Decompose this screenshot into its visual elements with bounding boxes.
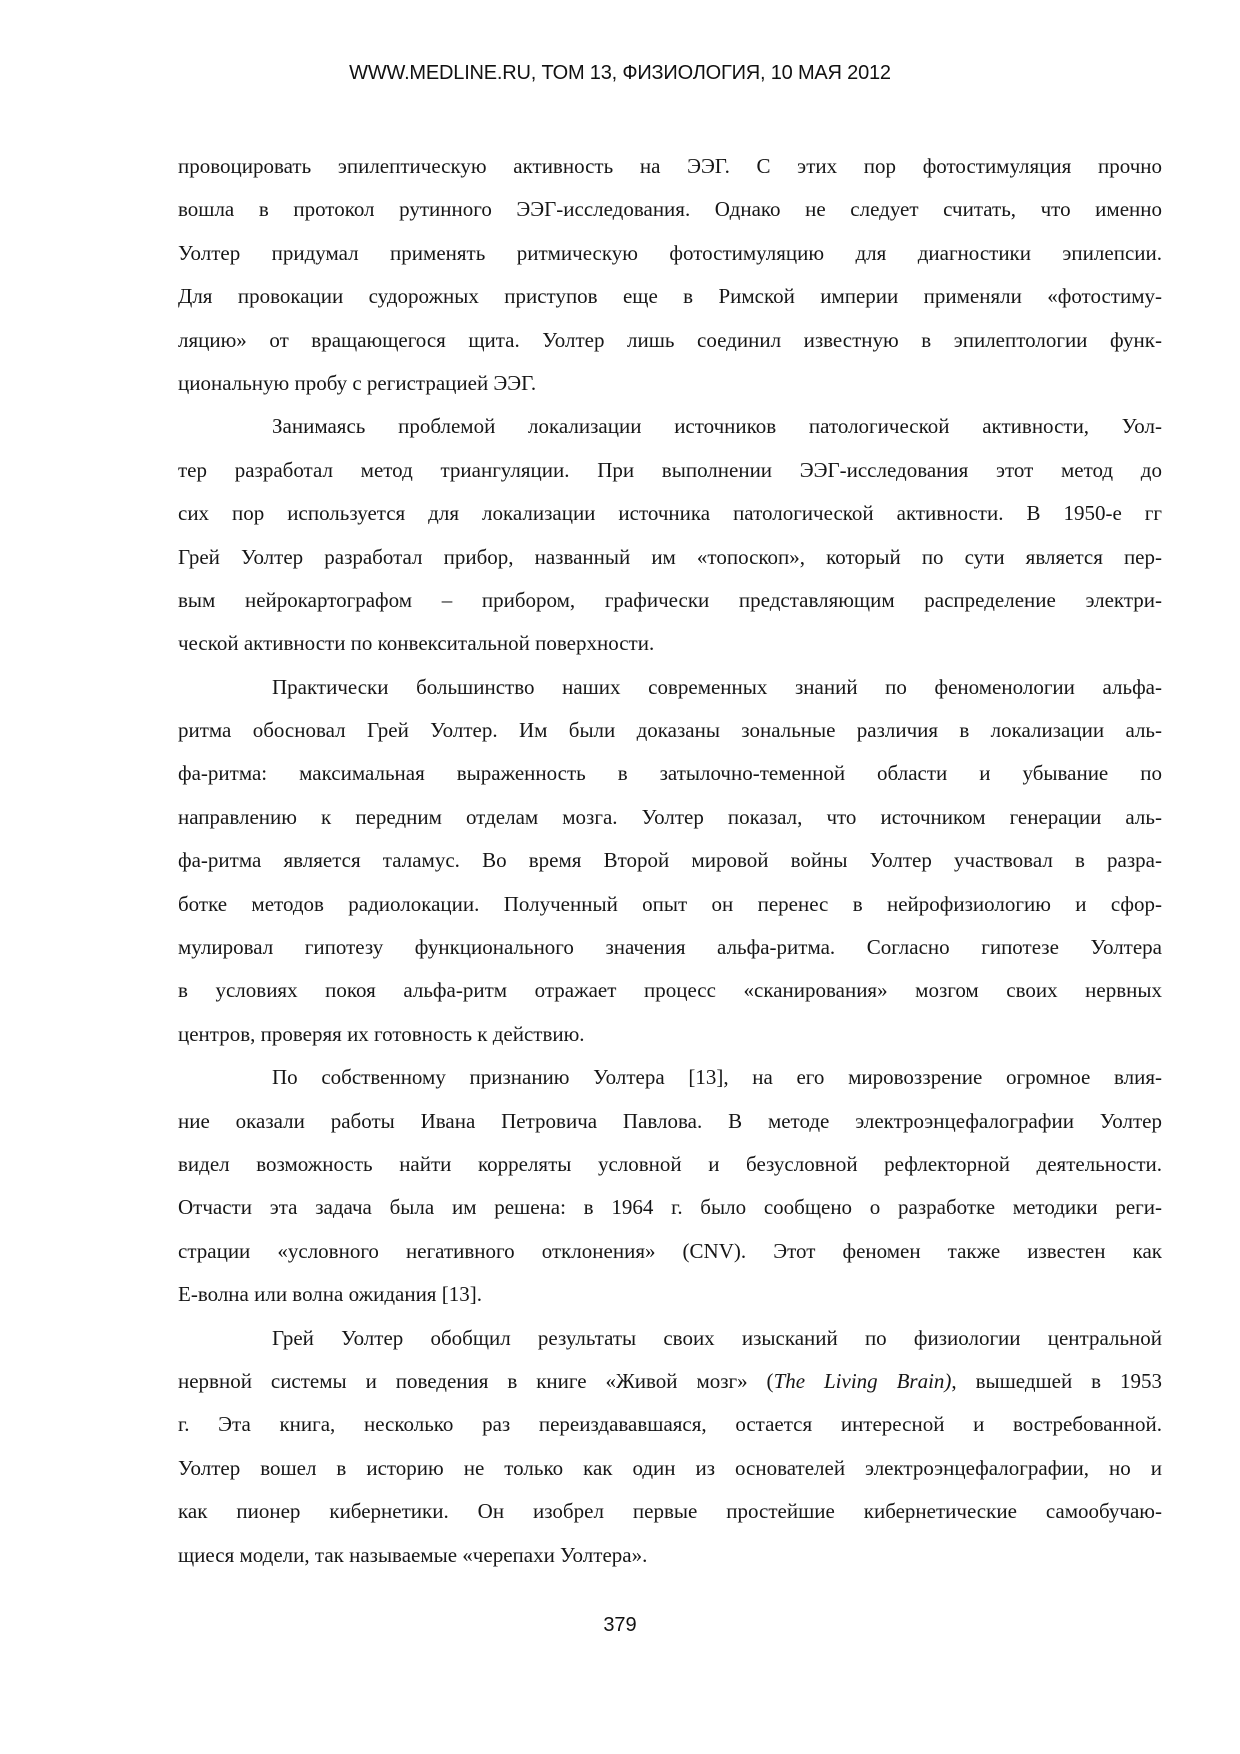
text-line: страции «условного негативного отклонения» (CNV). Этот феномен также известен как <box>178 1238 1162 1263</box>
text-line: Грей Уолтер разработал прибор, названный им «топоскоп», который по сути является пер- <box>178 544 1162 569</box>
article-body <box>178 145 1162 1577</box>
page-number: 379 <box>603 1614 637 1636</box>
text-line: Грей Уолтер обобщил результаты своих изысканий по физиологии центральной <box>272 1325 1162 1350</box>
text-line: Занимаясь проблемой локализации источников патологической активности, Уол- <box>272 414 1162 439</box>
text-line: вым нейрокартографом – прибором, графически представляющим распределение электри- <box>178 587 1162 612</box>
book-title-italic: The Living Brain) <box>773 1368 952 1393</box>
paragraph <box>178 1317 1162 1577</box>
text-line: щиеся модели, так называемые «черепахи Уолтера». <box>178 1542 648 1567</box>
text-line: ческой активности по конвекситальной поверхности. <box>178 631 655 656</box>
text-line: ляцию» от вращающегося щита. Уолтер лишь соединил известную в эпилептологии функ- <box>178 327 1162 352</box>
text-line: Уолтер придумал применять ритмическую фотостимуляцию для диагностики эпилепсии. <box>178 240 1162 265</box>
text-line: направлению к передним отделам мозга. Уолтер показал, что источником генерации аль- <box>178 804 1162 829</box>
text-segment: , вышедшей в 1953 <box>951 1368 1162 1393</box>
text-line: фа-ритма является таламус. Во время Второй мировой войны Уолтер участвовал в разра- <box>178 848 1162 873</box>
text-line: ритма обосновал Грей Уолтер. Им были доказаны зональные различия в локализации аль- <box>178 718 1162 743</box>
text-line: Е-волна или волна ожидания [13]. <box>178 1282 482 1307</box>
text-line: ботке методов радиолокации. Полученный опыт он перенес в нейрофизиологию и сфор- <box>178 891 1162 916</box>
text-line: Для провокации судорожных приступов еще в Римской империи применяли «фотостиму- <box>178 284 1162 309</box>
text-segment: нервной системы и поведения в книге «Живой мозг» ( <box>178 1368 774 1393</box>
text-line: тер разработал метод триангуляции. При выполнении ЭЭГ-исследования этот метод до <box>178 457 1162 482</box>
text-line: фа-ритма: максимальная выраженность в затылочно-теменной области и убывание по <box>178 761 1162 786</box>
paragraph <box>178 145 1162 405</box>
paragraph <box>178 666 1162 1057</box>
text-line: в условиях покоя альфа-ритм отражает процесс «сканирования» мозгом своих нервных <box>178 978 1162 1003</box>
text-line: видел возможность найти корреляты условной и безусловной рефлекторной деятельности. <box>178 1151 1162 1176</box>
text-line: Практически большинство наших современных знаний по феноменологии альфа- <box>272 674 1162 699</box>
text-line: ние оказали работы Ивана Петровича Павлова. В методе электроэнцефалографии Уолтер <box>178 1108 1162 1133</box>
text-line: как пионер кибернетики. Он изобрел первые простейшие кибернетические самообучаю- <box>178 1499 1162 1524</box>
paragraph <box>178 405 1162 665</box>
text-line: По собственному признанию Уолтера [13], на его мировоззрение огромное влия- <box>272 1065 1162 1090</box>
text-line: г. Эта книга, несколько раз переиздававшаяся, остается интересной и востребованной. <box>178 1412 1162 1437</box>
text-line: вошла в протокол рутинного ЭЭГ-исследования. Однако не следует считать, что именно <box>178 197 1162 222</box>
text-line: Отчасти эта задача была им решена: в 1964 г. было сообщено о разработке методики реги- <box>178 1195 1162 1220</box>
text-line: провоцировать эпилептическую активность на ЭЭГ. С этих пор фотостимуляция прочно <box>178 154 1162 178</box>
paragraph <box>178 1056 1162 1316</box>
text-line: сих пор используется для локализации источника патологической активности. В 1950-е гг <box>178 501 1162 526</box>
text-line: циональную пробу с регистрацией ЭЭГ. <box>178 370 537 395</box>
text-line: центров, проверяя их готовность к действию. <box>178 1021 585 1046</box>
text-line <box>178 1360 1162 1403</box>
text-line: мулировал гипотезу функционального значения альфа-ритма. Согласно гипотезе Уолтера <box>178 935 1162 960</box>
running-header: WWW.MEDLINE.RU, ТОМ 13, ФИЗИОЛОГИЯ, 10 МАЯ 2012 <box>349 62 891 84</box>
text-line: Уолтер вошел в историю не только как один из основателей электроэнцефалографии, но и <box>178 1455 1162 1480</box>
